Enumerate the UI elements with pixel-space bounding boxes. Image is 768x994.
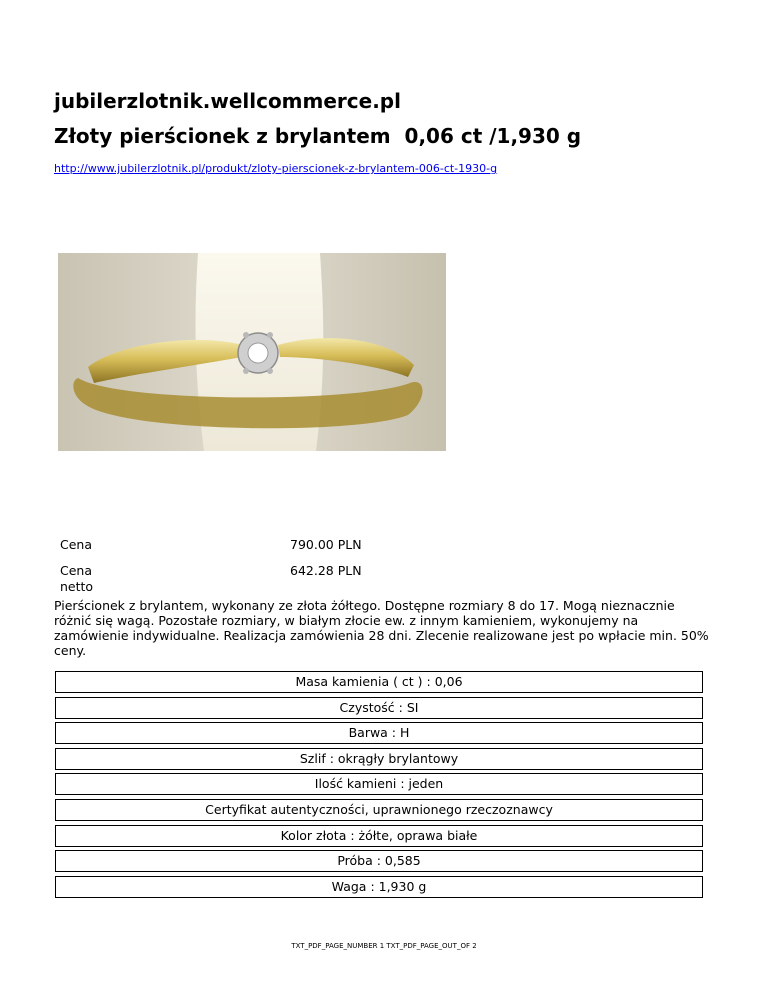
spec-clarity: Czystość : SI [55, 697, 703, 719]
spec-table [55, 671, 703, 901]
product-description: Pierścionek z brylantem, wykonany ze złota żółtego. Dostępne rozmiary 8 do 17. Mogą nieznacznie różnić się wagą. Pozostałe rozmiary, w białym złocie ew. z innym kamieniem, wykonujemy na zamówienie indywidualne. Realizacja zamówienia 28 dni. Zlecenie realizowane jest po wpłacie min. 50% ceny. [54, 598, 709, 658]
spec-stone-mass: Masa kamienia ( ct ) : 0,06 [55, 671, 703, 693]
spec-stone-count: Ilość kamieni : jeden [55, 773, 703, 795]
net-price-label: Cena netto [60, 563, 94, 594]
spec-certificate: Certyfikat autentyczności, uprawnionego rzeczoznawcy [55, 799, 703, 821]
price-value: 790.00 PLN [290, 537, 362, 552]
product-url-link[interactable]: http://www.jubilerzlotnik.pl/produkt/zloty-pierscionek-z-brylantem-006-ct-1930-g [54, 162, 498, 175]
spec-cut: Szlif : okrągły brylantowy [55, 748, 703, 770]
spec-color: Barwa : H [55, 722, 703, 744]
ring-photo [58, 253, 446, 451]
spec-gold-color: Kolor złota : żółte, oprawa białe [55, 825, 703, 847]
net-price-value: 642.28 PLN [290, 563, 362, 578]
price-label: Cena [60, 537, 93, 552]
spec-weight: Waga : 1,930 g [55, 876, 703, 898]
page-number-footer: TXT_PDF_PAGE_NUMBER 1 TXT_PDF_PAGE_OUT_OF 2 [291, 942, 477, 950]
product-title: Złoty pierścionek z brylantem 0,06 ct /1,930 g [54, 124, 582, 148]
spec-fineness: Próba : 0,585 [55, 850, 703, 872]
site-name: jubilerzlotnik.wellcommerce.pl [54, 89, 401, 113]
